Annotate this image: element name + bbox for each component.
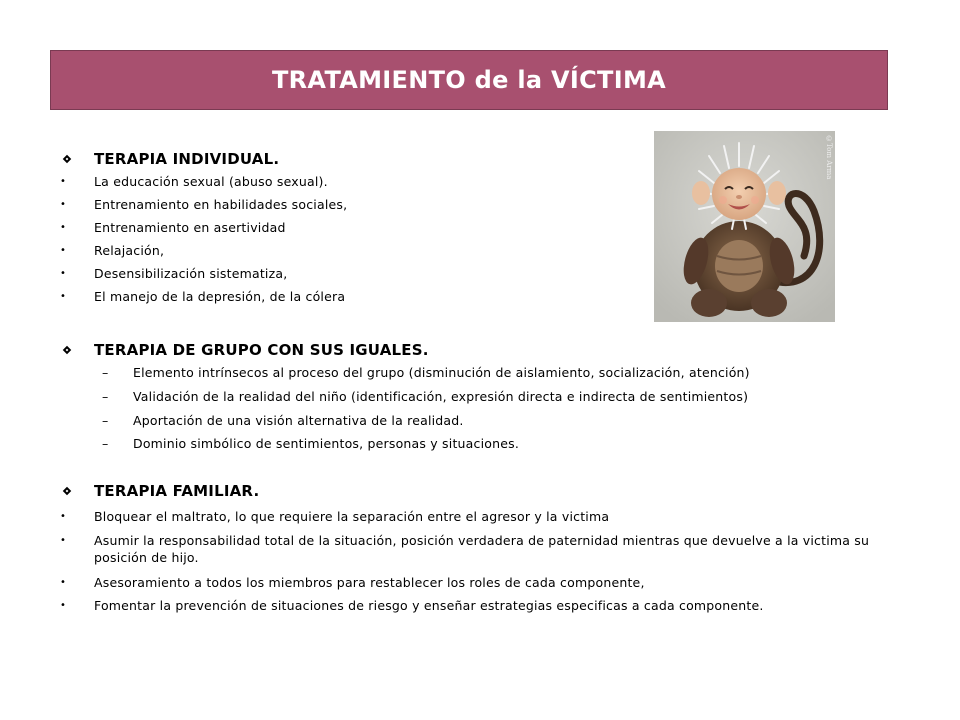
bullet-icon: • — [60, 511, 67, 522]
list-item — [102, 388, 882, 405]
list-item-text: Dominio simbólico de sentimientos, personas y situaciones. — [133, 436, 520, 451]
section-heading-group — [60, 341, 429, 359]
list-item — [60, 219, 890, 236]
list-item — [102, 435, 882, 452]
list-item-text: Entrenamiento en asertividad — [94, 220, 286, 235]
list-item-text: Validación de la realidad del niño (identificación, expresión directa e indirecta de sentimientos) — [133, 389, 749, 404]
diamond-bullet-icon — [60, 484, 74, 498]
bullet-icon: • — [60, 176, 67, 187]
list-item — [60, 532, 890, 566]
list-item-text: Asumir la responsabilidad total de la situación, posición verdadera de paternidad mientras que devuelve a la victima su posición de hijo. — [94, 533, 870, 565]
bullet-icon: • — [60, 600, 67, 611]
list-item-text: Asesoramiento a todos los miembros para restablecer los roles de cada componente, — [94, 575, 645, 590]
section-heading-family — [60, 482, 259, 500]
diamond-bullet-icon — [60, 152, 74, 166]
list-item-text: La educación sexual (abuso sexual). — [94, 174, 328, 189]
list-item-text: Elemento intrínsecos al proceso del grupo (disminución de aislamiento, socialización, atención) — [133, 365, 750, 380]
bullet-icon: • — [60, 222, 67, 233]
bullet-icon: • — [60, 199, 67, 210]
diamond-bullet-icon — [60, 343, 74, 357]
list-item — [60, 173, 890, 190]
dash-icon: – — [102, 365, 109, 380]
list-item — [102, 412, 882, 429]
title-banner — [50, 50, 888, 110]
list-item-text: Entrenamiento en habilidades sociales, — [94, 197, 348, 212]
list-item-text: Desensibilización sistematiza, — [94, 266, 288, 281]
list-item-text: El manejo de la depresión, de la cólera — [94, 289, 346, 304]
bullet-icon: • — [60, 268, 67, 279]
list-item — [60, 265, 890, 282]
list-item — [60, 597, 890, 614]
section-heading-text: TERAPIA FAMILIAR. — [94, 482, 260, 500]
page-title: TRATAMIENTO de la VÍCTIMA — [271, 66, 667, 94]
bullet-icon: • — [60, 535, 67, 546]
list-item — [60, 288, 890, 305]
bullet-icon: • — [60, 577, 67, 588]
dash-icon: – — [102, 436, 109, 451]
section-heading-text: TERAPIA INDIVIDUAL. — [94, 150, 280, 168]
list-item — [60, 242, 890, 259]
list-item — [60, 508, 890, 525]
bullet-icon: • — [60, 291, 67, 302]
dash-icon: – — [102, 389, 109, 404]
section-heading-text: TERAPIA DE GRUPO CON SUS IGUALES. — [94, 341, 429, 359]
list-item-text: Bloquear el maltrato, lo que requiere la separación entre el agresor y la victima — [94, 509, 610, 524]
list-item — [102, 364, 882, 381]
section-heading-individual — [60, 150, 279, 168]
list-item-text: Fomentar la prevención de situaciones de riesgo y enseñar estrategias especificas a cada componente. — [94, 598, 764, 613]
dash-icon: – — [102, 413, 109, 428]
list-item-text: Aportación de una visión alternativa de la realidad. — [133, 413, 464, 428]
photo-watermark: ©Tom Arma — [825, 135, 833, 180]
list-item-text: Relajación, — [94, 243, 165, 258]
bullet-icon: • — [60, 245, 67, 256]
list-item — [60, 196, 890, 213]
list-item — [60, 574, 890, 591]
